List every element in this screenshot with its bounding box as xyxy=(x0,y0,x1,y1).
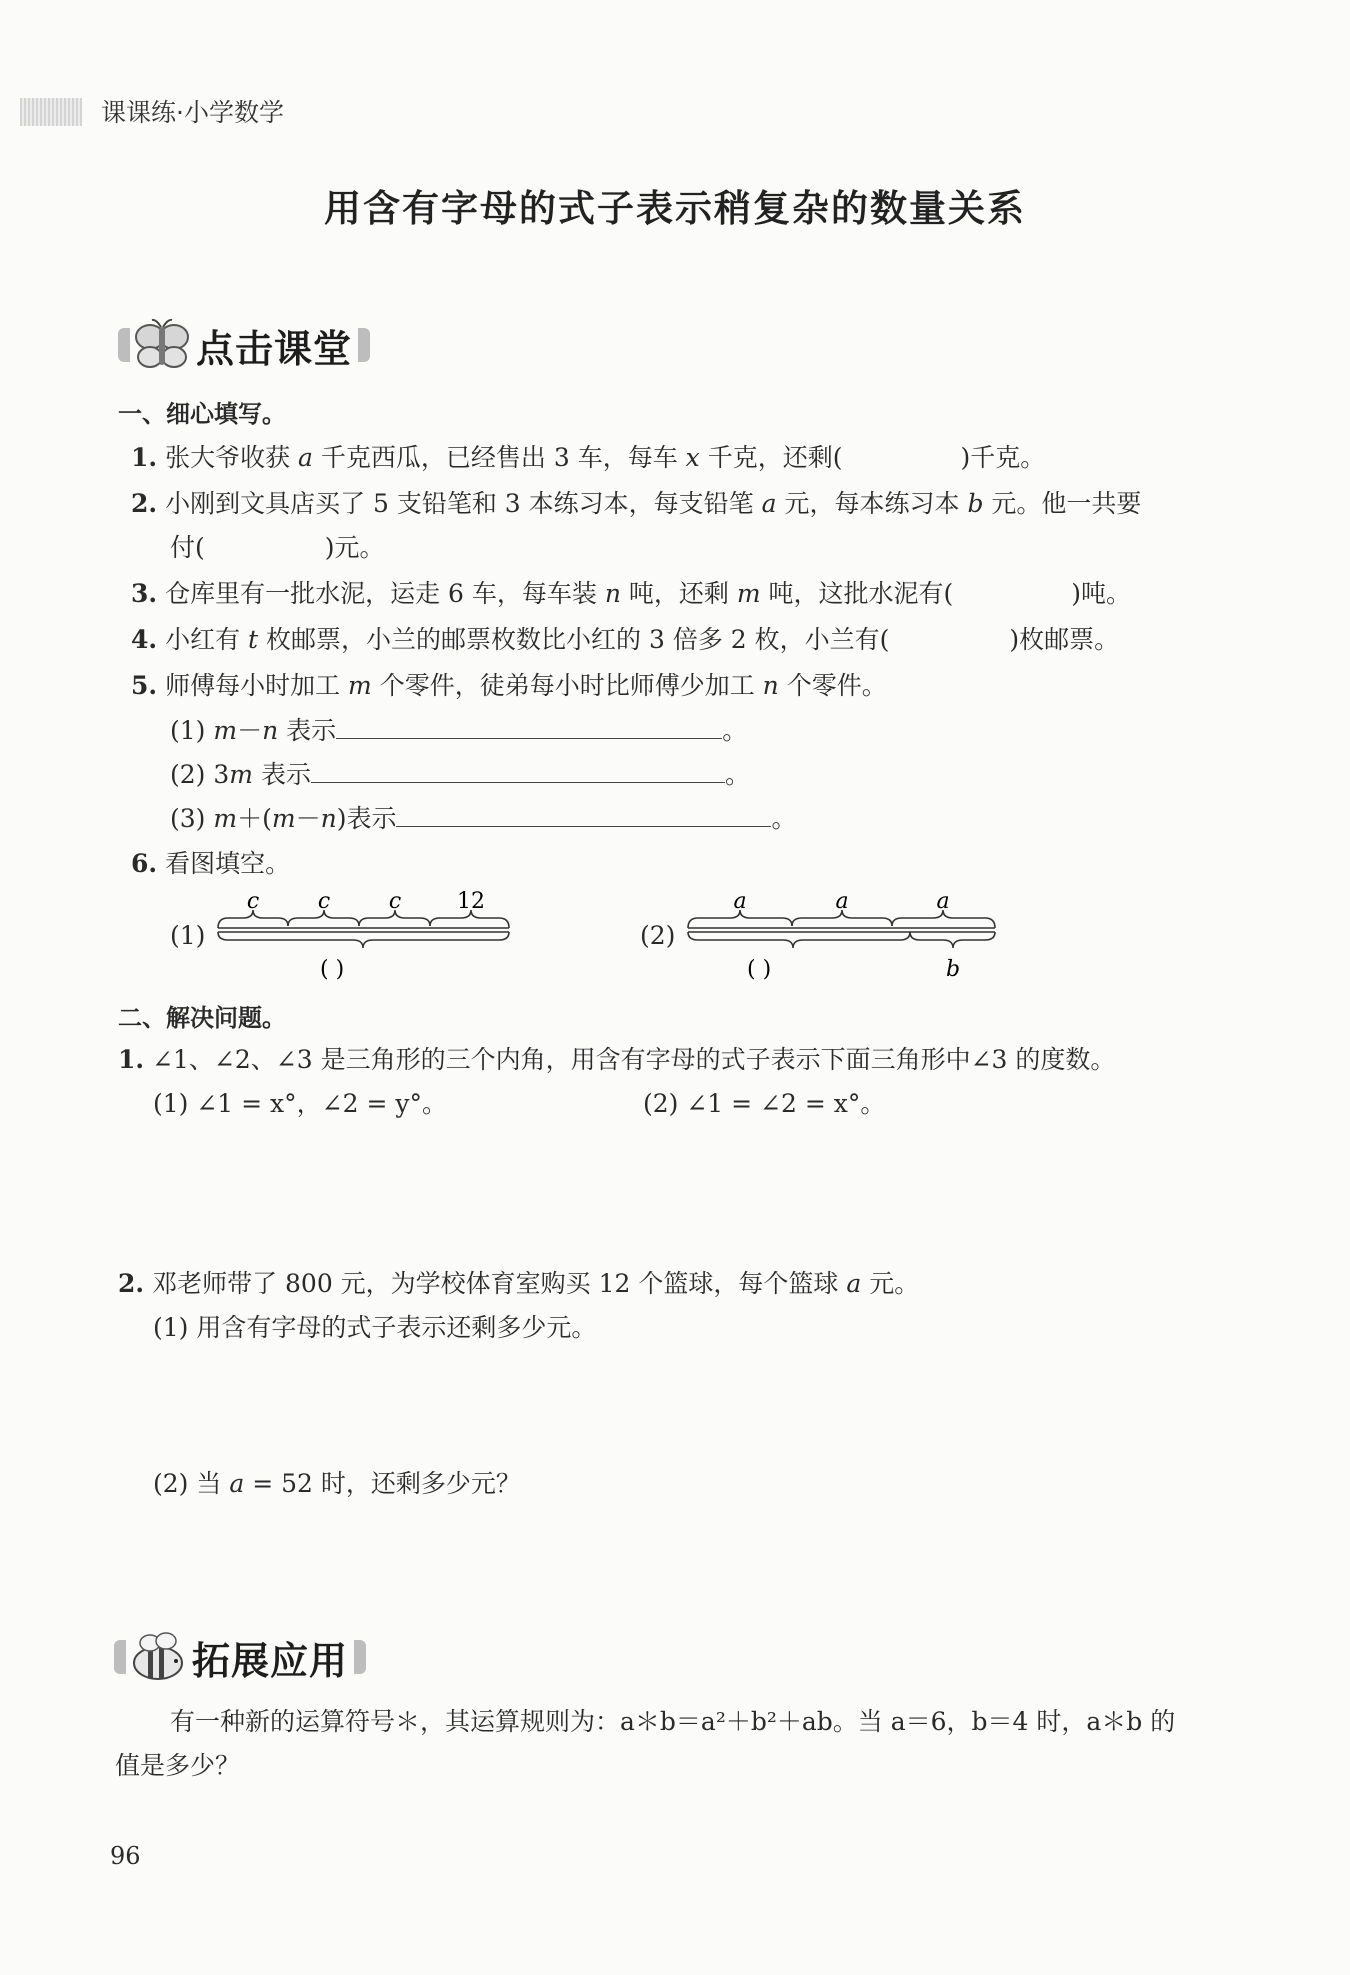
question-1-5-sub3: (3) m＋(m－n)表示 。 xyxy=(170,800,797,837)
answer-line[interactable] xyxy=(396,800,771,827)
badge-right-cap xyxy=(354,1640,366,1674)
brace-diagram-1 xyxy=(215,888,535,988)
question-number: 2. xyxy=(131,489,158,518)
answer-bracket: ( ) xyxy=(747,957,772,982)
question-1-5-sub1: (1) m－n 表示 。 xyxy=(170,712,747,749)
question-1-2: 2. 小刚到文具店买了 5 支铅笔和 3 本练习本，每支铅笔 a 元，每本练习本 b 元。他一共要 xyxy=(131,489,1142,518)
diagram-1-label: (1) xyxy=(170,921,206,950)
question-number: 5. xyxy=(131,671,158,700)
header-stripe-decoration xyxy=(20,98,82,126)
segment-label: a xyxy=(733,889,747,914)
part2-heading: 二、解决问题。 xyxy=(118,1004,286,1032)
part1-heading: 一、细心填写。 xyxy=(118,400,286,428)
segment-label: c xyxy=(246,889,260,914)
question-1-3: 3. 仓库里有一批水泥，运走 6 车，每车装 n 吨，还剩 m 吨，这批水泥有( )吨。 xyxy=(131,579,1132,608)
segment-label: c xyxy=(388,889,402,914)
answer-bracket: ( ) xyxy=(320,957,345,982)
question-2-1: 1. ∠1、∠2、∠3 是三角形的三个内角，用含有字母的式子表示下面三角形中∠3 的度数。 xyxy=(118,1045,1116,1074)
question-1-6: 6. 看图填空。 xyxy=(131,849,291,878)
question-1-1: 1. 张大爷收获 a 千克西瓜，已经售出 3 车，每车 x 千克，还剩( )千克。 xyxy=(131,443,1046,472)
bee-icon xyxy=(126,1629,190,1685)
extension-problem-line1: 有一种新的运算符号＊，其运算规则为：a＊b＝a²＋b²＋ab。当 a＝6，b＝4 时，a＊b 的 xyxy=(170,1707,1176,1736)
question-number: 4. xyxy=(131,625,158,654)
extension-problem-line2: 值是多少？ xyxy=(115,1751,241,1780)
question-1-4: 4. 小红有 t 枚邮票，小兰的邮票枚数比小红的 3 倍多 2 枚，小兰有( )枚邮票。 xyxy=(131,625,1120,654)
question-1-2-cont: 付( )元。 xyxy=(170,533,385,562)
segment-label: c xyxy=(317,889,331,914)
badge-right-cap xyxy=(358,328,370,362)
question-2-2-sub2: (2) 当 a = 52 时，还剩多少元？ xyxy=(153,1469,521,1498)
question-1-5: 5. 师傅每小时加工 m 个零件，徒弟每小时比师傅少加工 n 个零件。 xyxy=(131,671,887,700)
question-2-1-sub1: (1) ∠1 = x°，∠2 = y°。 xyxy=(153,1089,447,1118)
badge-left-cap xyxy=(118,328,130,362)
section-badge-classroom xyxy=(118,322,370,371)
question-number: 1. xyxy=(118,1045,145,1074)
page-title: 用含有字母的式子表示稍复杂的数量关系 xyxy=(324,187,1026,230)
answer-line[interactable] xyxy=(336,712,722,739)
segment-label: 12 xyxy=(457,889,485,914)
page-number: 96 xyxy=(110,1842,141,1870)
question-2-1-sub2: (2) ∠1 = ∠2 = x°。 xyxy=(643,1089,886,1118)
question-1-5-sub2: (2) 3m 表示 。 xyxy=(170,756,750,793)
segment-label: b xyxy=(945,957,961,982)
segment-label: a xyxy=(835,889,849,914)
question-number: 1. xyxy=(131,443,158,472)
question-number: 6. xyxy=(131,849,158,878)
question-number: 2. xyxy=(118,1269,145,1298)
question-number: 3. xyxy=(131,579,158,608)
section-title-classroom: 点击课堂 xyxy=(196,326,353,371)
section-title-extension: 拓展应用 xyxy=(192,1638,349,1683)
badge-left-cap xyxy=(114,1640,126,1674)
answer-line[interactable] xyxy=(311,756,725,783)
diagram-2-label: (2) xyxy=(640,921,676,950)
header-series-title: 课课练·小学数学 xyxy=(101,98,284,127)
question-2-2-sub1: (1) 用含有字母的式子表示还剩多少元。 xyxy=(153,1313,597,1342)
brace-diagram-2 xyxy=(685,888,1015,988)
butterfly-icon xyxy=(130,317,194,373)
question-2-2: 2. 邓老师带了 800 元，为学校体育室购买 12 个篮球，每个篮球 a 元。 xyxy=(118,1269,920,1298)
segment-label: a xyxy=(936,889,950,914)
section-badge-extension xyxy=(114,1634,366,1683)
